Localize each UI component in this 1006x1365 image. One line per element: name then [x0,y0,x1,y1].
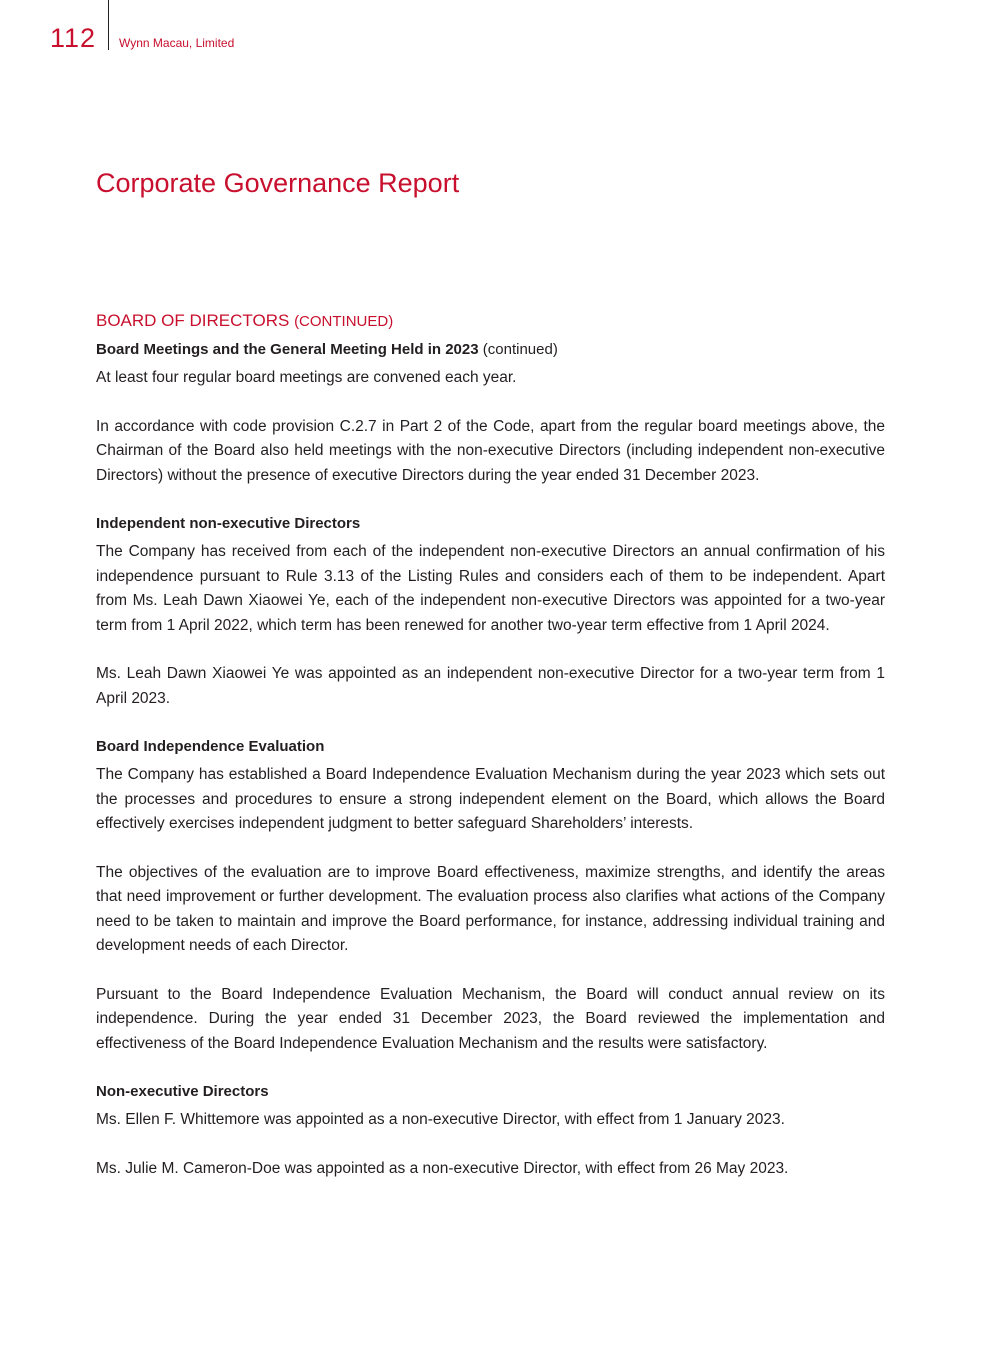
evaluation-paragraph-2: The objectives of the evaluation are to improve Board effectiveness, maximize strengths, and identify the areas that need improvement or further development. The evaluation process also clarifies what actions of the Company need to be taken to maintain and improve the Board performance, for instance, addressing individual training and development needs of each Director. [96,863,885,954]
section-heading-text: BOARD OF DIRECTORS [96,311,290,330]
evaluation-paragraph-3: Pursuant to the Board Independence Evaluation Mechanism, the Board will conduct annual review on its independence. During the year ended 31 December 2023, the Board reviewed the implementation and effectiveness of the Board Independence Evaluation Mechanism and the results were satisfactory. [96,985,885,1052]
ned-paragraph-1: Ms. Ellen F. Whittemore was appointed as a non-executive Director, with effect from 1 January 2023. [96,1111,785,1128]
evaluation-paragraph-1: The Company has established a Board Independence Evaluation Mechanism during the year 2023 which sets out the processes and procedures to ensure a strong independent element on the Board, which allows the Board effectively exercises independent judgment to better safeguard Shareholders’ interests. [96,766,885,832]
section-heading [96,309,885,334]
meetings-heading-text: Board Meetings and the General Meeting Held in 2023 [96,341,479,358]
evaluation-heading-text: Board Independence Evaluation [96,738,325,755]
section-heading-suffix: (CONTINUED) [294,313,394,330]
meetings-paragraph-2: In accordance with code provision C.2.7 in Part 2 of the Code, apart from the regular board meetings above, the Chairman of the Board also held meetings with the non-executive Directors (including independent non-executive Directors) without the presence of executive Directors during the year ended 31 December 2023. [96,417,885,484]
ined-heading [96,512,885,536]
ned-paragraph-2: Ms. Julie M. Cameron-Doe was appointed as a non-executive Director, with effect from 26 May 2023. [96,1159,789,1177]
meetings-heading-suffix: (continued) [482,341,558,358]
ned-heading [96,1080,885,1104]
ined-paragraph-1: The Company has received from each of the independent non-executive Directors an annual confirmation of his independence pursuant to Rule 3.13 of the Listing Rules and considers each of them to be independent. Apart from Ms. Leah Dawn Xiaowei Ye, each of the independent non-executive Directors was appointed for a two-year term from 1 April 2022, which term has been renewed for another two-year term effective from 1 April 2024. [96,543,885,634]
report-body [96,309,885,1181]
page-number: 112 [50,23,97,53]
company-name: Wynn Macau, Limited [119,36,235,50]
evaluation-heading [96,735,885,759]
header-divider [108,0,109,50]
meetings-paragraph-1: At least four regular board meetings are convened each year. [96,369,517,386]
ned-heading-text: Non-executive Directors [96,1083,269,1100]
meetings-heading [96,338,885,362]
ined-paragraph-2: Ms. Leah Dawn Xiaowei Ye was appointed as an independent non-executive Director for a two-year term from 1 April 2023. [96,665,885,707]
report-title: Corporate Governance Report [96,168,460,198]
ined-heading-text: Independent non-executive Directors [96,515,361,532]
